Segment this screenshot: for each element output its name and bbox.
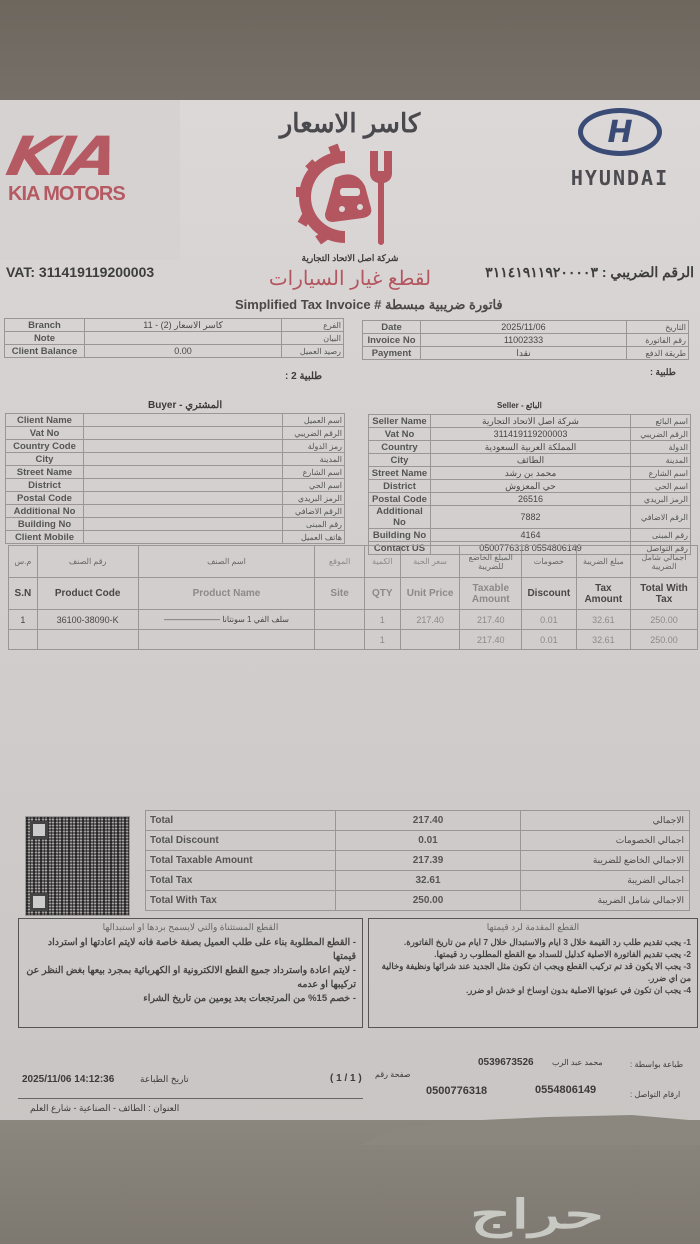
payment-label-ar: طريقة الدفع [627, 347, 689, 360]
page-number-label: صفحة رقم [375, 1070, 411, 1079]
buyer-heading: Buyer - المشتري [148, 400, 223, 411]
policy-line: - خصم 15% من المرتجعات بعد يومين من تاريخ الشراء [143, 993, 356, 1004]
kia-mark-icon: KIA [1, 125, 121, 188]
seller-field-label-ar: الدولة [631, 441, 691, 454]
cell-taxable: 217.40 [460, 610, 522, 630]
cell-sn [9, 630, 38, 650]
client-balance-label-ar: رصيد العميل [282, 345, 344, 358]
buyer-field-value [84, 414, 283, 427]
col-header-ar: رقم الصنف [37, 546, 138, 578]
invoice-no-value: 11002333 [421, 334, 627, 347]
cell-qty: 1 [364, 610, 400, 630]
total-taxable-row [146, 851, 690, 871]
buyer-field-value [84, 531, 283, 544]
seller-field-label: Country [369, 441, 431, 454]
buyer-field-label: Additional No [6, 505, 84, 518]
col-header-ar: سعر الحبة [400, 546, 460, 578]
buyer-field-value [84, 440, 283, 453]
total-with-tax-value: 250.00 [336, 891, 521, 911]
branch-value: 11 - كاسر الاسعار (2) [85, 319, 282, 332]
col-header-ar: الموقع [315, 546, 364, 578]
buyer-row [6, 440, 345, 453]
policy-line: 3- يجب الا يكون قد تم تركيب القطع ويجب ان تكون مثل الجديد عند شرائها ونظيفة وخالية من اي ضرر. [381, 961, 691, 983]
col-header-total-with-tax: Total With Tax [631, 578, 698, 610]
cell-tax: 32.61 [576, 610, 631, 630]
cell-tax: 32.61 [576, 630, 631, 650]
col-header-ar: المبلغ الخاضع للضريبة [460, 546, 522, 578]
seller-field-label-ar: الرقم الضريبي [631, 428, 691, 441]
note-label-ar: البيان [282, 332, 344, 345]
buyer-row [6, 414, 345, 427]
seller-field-label: Building No [369, 529, 431, 542]
contact-phone-2: 0554806149 [535, 1084, 597, 1096]
company-name-small: شركة اصل الاتحاد التجارية [301, 253, 399, 263]
col-header-site: Site [315, 578, 364, 610]
branch-label-ar: الفرع [282, 319, 344, 332]
client-balance-label: Client Balance [5, 345, 85, 358]
seller-row [369, 454, 691, 467]
col-header-qty: QTY [364, 578, 400, 610]
buyer-field-value [84, 466, 283, 479]
seller-row [369, 415, 691, 428]
buyer-row [6, 492, 345, 505]
contact-phone-1: 0500776318 [426, 1085, 488, 1097]
seller-field-label: Additional No [369, 506, 431, 529]
total-with-tax-row [146, 891, 690, 911]
col-header-ar: مبلغ الضريبة [576, 546, 631, 578]
line-items-table [8, 545, 698, 650]
policy-line: 2- يجب تقديم الفاتورة الاصلية كدليل للسداد مع القطع المطلوب رد قيمتها. [434, 949, 691, 959]
payment-row [363, 347, 689, 360]
total-discount-value: 0.01 [336, 831, 521, 851]
total-discount-label: Total Discount [146, 831, 336, 851]
payment-label: Payment [363, 347, 421, 360]
total-taxable-value: 217.39 [336, 851, 521, 871]
vat-number-en: VAT: 311419119200003 [6, 264, 155, 280]
col-header-ar: م.س [9, 546, 38, 578]
col-header-ar: اسم الصنف [138, 546, 315, 578]
buyer-field-label-ar: رقم المبنى [283, 518, 345, 531]
buyer-field-label-ar: الرقم الضريبي [283, 427, 345, 440]
invoice-meta-table [362, 320, 689, 360]
total-row [146, 811, 690, 831]
cell-discount: 0.01 [522, 630, 577, 650]
policy-line: - القطع المطلوبة بناء على طلب العميل بصفة خاصة فانه لايتم اعادتها او استرداد قيمتها [47, 937, 356, 962]
seller-field-value: 311419119200003 [431, 428, 631, 441]
store-name: كاسر الاسعار [279, 108, 421, 138]
buyer-field-label-ar: المدينة [283, 453, 345, 466]
total-tax-row [146, 871, 690, 891]
seller-field-value: الطائف [431, 454, 631, 467]
buyer-field-label-ar: هاتف العميل [283, 531, 345, 544]
page-number: ( 1 / 1 ) [330, 1073, 362, 1084]
col-header-taxable-amount: Taxable Amount [460, 578, 522, 610]
buyer-row [6, 479, 345, 492]
seller-field-label: Contact US [369, 542, 431, 555]
hyundai-text: HYUNDAI [570, 166, 670, 190]
buyer-field-value [84, 427, 283, 440]
cell-site [315, 630, 364, 650]
buyer-field-value [84, 453, 283, 466]
seller-row [369, 428, 691, 441]
buyer-field-label: Postal Code [6, 492, 84, 505]
col-header-ar: الكمية [364, 546, 400, 578]
printed-by-label: طباعة بواسطة : [630, 1060, 684, 1069]
seller-field-label-ar: اسم الشارع [631, 467, 691, 480]
buyer-field-label-ar: الرقم الاضافي [283, 505, 345, 518]
seller-heading: Seller - البائع [497, 401, 542, 410]
cell-unit-price: 217.40 [400, 610, 460, 630]
table-row-summary [9, 630, 698, 650]
printed-by-phone: 0539673526 [478, 1057, 534, 1068]
seller-field-label: Street Name [369, 467, 431, 480]
buyer-field-label: Country Code [6, 440, 84, 453]
branch-info-table [4, 318, 344, 358]
seller-row [369, 480, 691, 493]
policy-title: القطع المستثناة والتي لايسمح بردها او استبدالها [102, 922, 279, 932]
footer-divider [18, 1098, 363, 1099]
total-value: 217.40 [336, 811, 521, 831]
seller-field-label-ar: رقم التواصل [631, 542, 691, 555]
col-header-product-code: Product Code [37, 578, 138, 610]
total-with-tax-label: Total With Tax [146, 891, 336, 911]
seller-field-label-ar: رقم المبنى [631, 529, 691, 542]
col-header-unit-price: Unit Price [400, 578, 460, 610]
store-address: العنوان : الطائف - الصناعية - شارع العلم [30, 1103, 180, 1113]
payment-value: نقدا [421, 347, 627, 360]
buyer-field-label-ar: الرمز البريدي [283, 492, 345, 505]
col-header-tax-amount: Tax Amount [576, 578, 631, 610]
seller-field-value: 7882 [431, 506, 631, 529]
note-row [5, 332, 344, 345]
total-discount-row [146, 831, 690, 851]
date-value: 2025/11/06 [421, 321, 627, 334]
seller-row [369, 493, 691, 506]
buyer-field-label: Street Name [6, 466, 84, 479]
policy-line: - لايتم اعادة واسترداد جميع القطع الالكترونية او الكهربائية بمجرد بيعها بغض النظر عن تركيبها او عدمه [26, 965, 356, 990]
buyer-row [6, 427, 345, 440]
seller-field-label-ar: المدينة [631, 454, 691, 467]
buyer-field-label-ar: اسم العميل [283, 414, 345, 427]
items-header-en [9, 578, 698, 610]
qr-code [25, 816, 130, 916]
order-number-right: طلبية : [650, 367, 676, 377]
policy-title: القطع المقدمة لرد قيمتها [486, 922, 580, 932]
seller-field-value: حي المعزوش [431, 480, 631, 493]
date-label: Date [363, 321, 421, 334]
col-header-discount: Discount [522, 578, 577, 610]
seller-row [369, 506, 691, 529]
kia-logo [1, 125, 153, 206]
seller-field-label-ar: اسم الحي [631, 480, 691, 493]
policy-line: 4- يجب ان تكون في عبوتها الاصلية بدون اوساخ او خدش او ضرر. [465, 985, 691, 995]
buyer-row [6, 453, 345, 466]
hyundai-mark-icon: H [578, 108, 662, 156]
printed-by-name: محمد عبد الرب [552, 1058, 603, 1067]
total-taxable-label: Total Taxable Amount [146, 851, 336, 871]
total-taxable-label-ar: الاجمالي الخاضع للضريبة [521, 851, 690, 871]
col-header-sn: S.N [9, 578, 38, 610]
items-header-ar [9, 546, 698, 578]
buyer-field-label-ar: رمز الدولة [283, 440, 345, 453]
cell-taxable: 217.40 [460, 630, 522, 650]
total-label-ar: الاجمالي [521, 811, 690, 831]
note-value [85, 332, 282, 345]
buyer-row [6, 531, 345, 544]
col-header-ar: خصومات [522, 546, 577, 578]
refund-policy [368, 918, 698, 1028]
store-brand [225, 108, 475, 291]
seller-field-value: محمد بن رشد [431, 467, 631, 480]
buyer-row [6, 518, 345, 531]
client-balance-value: 0.00 [85, 345, 282, 358]
gear-wrench-car-icon [290, 143, 410, 253]
cell-discount: 0.01 [522, 610, 577, 630]
seller-row [369, 529, 691, 542]
seller-field-label: Vat No [369, 428, 431, 441]
cell-product-name: سلف الفي 1 سونتانا ——————— [138, 610, 315, 630]
cell-site [315, 610, 364, 630]
policy-line: 1- يجب تقديم طلب رد القيمة خلال 3 ايام والاستبدال خلال 7 ايام من تاريخ الفاتورة. [403, 937, 691, 947]
cell-product-code [37, 630, 138, 650]
buyer-field-label-ar: اسم الحي [283, 479, 345, 492]
seller-field-label: Postal Code [369, 493, 431, 506]
seller-field-label-ar: الرمز البريدي [631, 493, 691, 506]
total-discount-label-ar: اجمالي الخصومات [521, 831, 690, 851]
seller-field-label: Seller Name [369, 415, 431, 428]
buyer-field-label: City [6, 453, 84, 466]
total-tax-label: Total Tax [146, 871, 336, 891]
branch-label: Branch [5, 319, 85, 332]
buyer-field-value [84, 479, 283, 492]
cell-product-code: 36100-38090-K [37, 610, 138, 630]
seller-field-value: 4164 [431, 529, 631, 542]
invoice-no-row [363, 334, 689, 347]
cell-total: 250.00 [631, 630, 698, 650]
date-row [363, 321, 689, 334]
buyer-field-value [84, 518, 283, 531]
seller-field-value: شركة اصل الاتحاد التجارية [431, 415, 631, 428]
vat-number-ar: الرقم الضريبي : ٣١١٤١٩١١٩٢٠٠٠٠٣ [485, 264, 694, 280]
col-header-ar: اجمالي شامل الضريبة [631, 546, 698, 578]
total-with-tax-label-ar: الاجمالي شامل الضريبة [521, 891, 690, 911]
branch-row [5, 319, 344, 332]
seller-field-value: 26516 [431, 493, 631, 506]
buyer-field-label: Client Name [6, 414, 84, 427]
seller-row [369, 467, 691, 480]
client-balance-row [5, 345, 344, 358]
hyundai-logo [550, 108, 690, 190]
order-number-left: طلبية 2 : [285, 371, 323, 382]
col-header-product-name: Product Name [138, 578, 315, 610]
seller-field-value: المملكة العربية السعودية [431, 441, 631, 454]
printed-date: 2025/11/06 14:12:36 [22, 1074, 115, 1085]
buyer-field-label: Building No [6, 518, 84, 531]
cell-sn: 1 [9, 610, 38, 630]
totals-table [145, 810, 690, 911]
buyer-row [6, 466, 345, 479]
buyer-field-label: Vat No [6, 427, 84, 440]
company-tagline: لقطع غيار السيارات [268, 268, 432, 290]
total-tax-label-ar: اجمالي الضريبة [521, 871, 690, 891]
invoice-title: Simplified Tax Invoice # فاتورة ضريبية مبسطة [235, 297, 503, 312]
table-row [9, 610, 698, 630]
note-label: Note [5, 332, 85, 345]
cell-product-name [138, 630, 315, 650]
seller-table [368, 414, 691, 555]
total-tax-value: 32.61 [336, 871, 521, 891]
cell-total: 250.00 [631, 610, 698, 630]
haraj-watermark: حراج [470, 1193, 604, 1237]
invoice-no-label: Invoice No [363, 334, 421, 347]
seller-field-label-ar: الرقم الاضافي [631, 506, 691, 529]
printed-date-label: تاريخ الطباعة [140, 1074, 189, 1084]
buyer-field-label: District [6, 479, 84, 492]
buyer-field-label: Client Mobile [6, 531, 84, 544]
cell-unit-price [400, 630, 460, 650]
seller-field-label: District [369, 480, 431, 493]
total-label: Total [146, 811, 336, 831]
seller-field-label: City [369, 454, 431, 467]
buyer-field-value [84, 505, 283, 518]
buyer-row [6, 505, 345, 518]
seller-field-label-ar: اسم البائع [631, 415, 691, 428]
invoice-no-label-ar: رقم الفاتورة [627, 334, 689, 347]
buyer-field-value [84, 492, 283, 505]
buyer-field-label-ar: اسم الشارع [283, 466, 345, 479]
kia-motors-text: KIA MOTORS [8, 183, 125, 205]
contact-label: ارقام التواصل : [630, 1090, 681, 1099]
buyer-table [5, 413, 345, 544]
cell-qty: 1 [364, 630, 400, 650]
seller-field-value: 0500776318 0554806149 [431, 542, 631, 555]
date-label-ar: التاريخ [627, 321, 689, 334]
non-returnable-policy [18, 918, 363, 1028]
seller-row [369, 441, 691, 454]
